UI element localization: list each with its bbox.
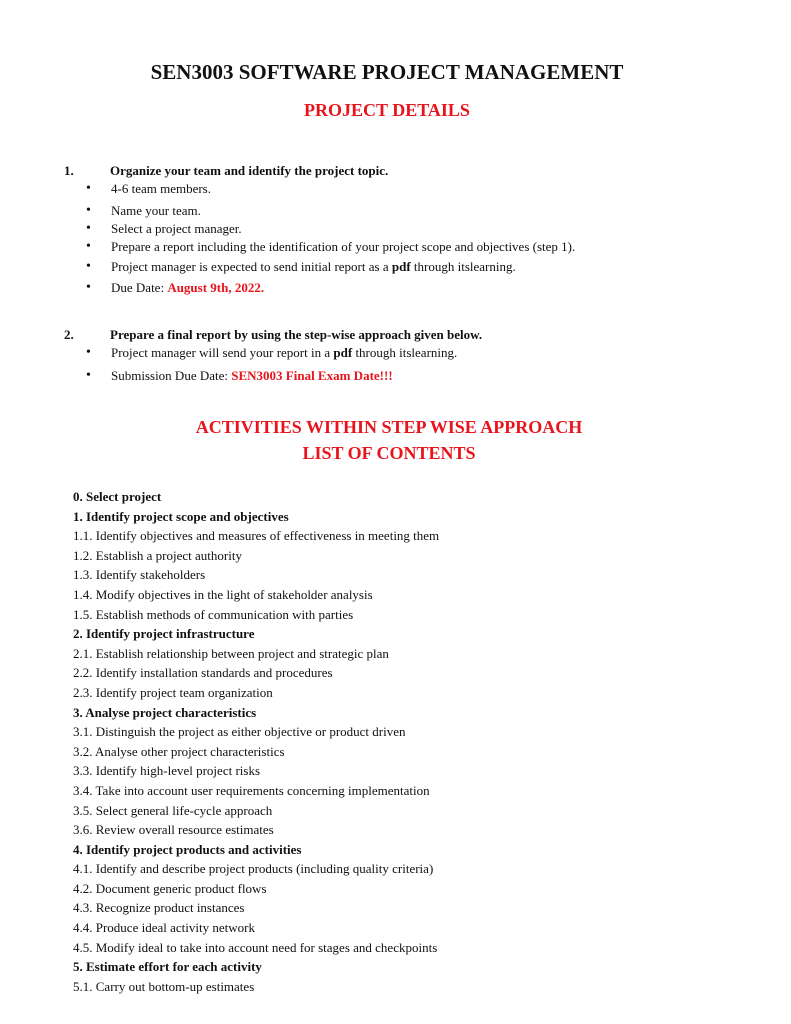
contents-item: 3.5. Select general life-cycle approach — [73, 802, 273, 818]
pdf-emphasis: pdf — [333, 345, 353, 360]
list-item — [86, 259, 575, 280]
contents-item: 1.2. Establish a project authority — [73, 547, 242, 563]
contents-item: 4.4. Produce ideal activity network — [73, 920, 255, 936]
contents-item: 1.1. Identify objectives and measures of effectiveness in meeting them — [73, 528, 440, 544]
pdf-emphasis: pdf — [391, 259, 411, 274]
contents-item: 5.1. Carry out bottom-up estimates — [73, 978, 255, 994]
list-item: • Prepare a report including the identification of your project scope and objectives (step 1). — [86, 239, 575, 259]
contents-section-heading: 5. Estimate effort for each activity — [73, 959, 262, 975]
contents-item: 1.5. Establish methods of communication with parties — [73, 606, 354, 622]
contents-item: 3.2. Analyse other project characteristics — [73, 743, 285, 759]
contents-item: 2.1. Establish relationship between project and strategic plan — [73, 645, 389, 661]
pm-text-prefix: Project manager will send your report in a — [111, 345, 334, 360]
contents-item: 4.1. Identify and describe project products (including quality criteria) — [73, 861, 434, 877]
list-item: • Select a project manager. — [86, 221, 575, 239]
list-of-contents-heading: LIST OF CONTENTS — [302, 443, 476, 463]
list-item — [86, 345, 457, 368]
section-2-title: Prepare a final report by using the step-wise approach given below. — [110, 327, 483, 342]
list-item: • Name your team. — [86, 203, 575, 221]
project-details-heading: PROJECT DETAILS — [304, 100, 470, 120]
list-item — [86, 280, 575, 300]
section-1-bullets — [86, 181, 575, 300]
document-title: SEN3003 SOFTWARE PROJECT MANAGEMENT — [150, 60, 624, 84]
section-1-title: Organize your team and identify the project topic. — [110, 163, 389, 178]
section-2-number: 2. — [64, 327, 74, 342]
pm-text-suffix: through itslearning. — [352, 345, 458, 360]
activities-heading: ACTIVITIES WITHIN STEP WISE APPROACH — [195, 417, 583, 437]
contents-section-heading: 4. Identify project products and activities — [73, 841, 302, 857]
contents-item: 4.5. Modify ideal to take into account need for stages and checkpoints — [73, 939, 438, 955]
contents-item: 2.3. Identify project team organization — [73, 684, 273, 700]
list-item: • 4-6 team members. — [86, 181, 575, 203]
pm-text-suffix: through itslearning. — [410, 259, 516, 274]
due-date-value: August 9th, 2022. — [167, 280, 265, 295]
submission-due-value: SEN3003 Final Exam Date!!! — [231, 368, 393, 383]
contents-section-heading: 3. Analyse project characteristics — [73, 704, 257, 720]
contents-item: 3.6. Review overall resource estimates — [73, 822, 274, 838]
contents-section-heading: 0. Select project — [73, 489, 162, 504]
contents-list — [73, 487, 439, 996]
list-item — [86, 368, 457, 388]
section-1-heading — [64, 163, 388, 179]
section-2-heading — [64, 327, 482, 343]
contents-item: 1.3. Identify stakeholders — [73, 567, 206, 583]
contents-item: 3.3. Identify high-level project risks — [73, 763, 261, 779]
contents-section-heading: 1. Identify project scope and objectives — [73, 508, 289, 524]
section-1-number: 1. — [64, 163, 74, 178]
contents-item: 3.1. Distinguish the project as either objective or product driven — [73, 724, 406, 740]
contents-item: 4.2. Document generic product flows — [73, 880, 267, 896]
contents-section-heading: 2. Identify project infrastructure — [73, 626, 255, 642]
pm-text-prefix: Project manager is expected to send initial report as a — [111, 259, 392, 274]
contents-item: 1.4. Modify objectives in the light of stakeholder analysis — [73, 586, 373, 602]
due-date-label: Due Date: — [111, 280, 168, 295]
submission-due-label: Submission Due Date: — [111, 368, 232, 383]
contents-item: 3.4. Take into account user requirements concerning implementation — [73, 782, 430, 798]
contents-item: 4.3. Recognize product instances — [73, 900, 245, 916]
contents-item: 2.2. Identify installation standards and procedures — [73, 665, 333, 681]
section-2-bullets — [86, 345, 457, 388]
